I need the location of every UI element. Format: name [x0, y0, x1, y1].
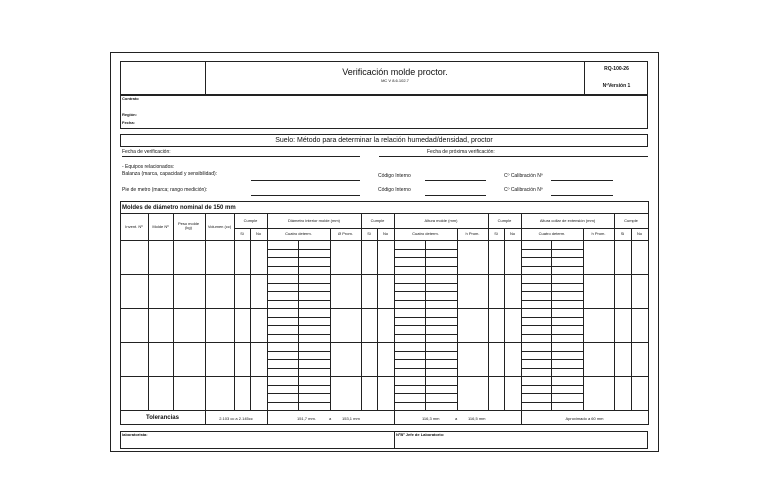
col-si-4: Si — [620, 231, 625, 236]
prom-divider — [457, 228, 458, 410]
table-body-end-line — [120, 410, 648, 411]
date-label: Fecha: — [122, 120, 135, 125]
determ-row-line — [267, 334, 330, 335]
col-si-3: Si — [494, 231, 498, 236]
determ-row-line — [394, 266, 457, 267]
col-cumple-3: Cumple — [497, 218, 512, 223]
determ-row-line — [521, 359, 583, 360]
scale-code-label: Código Interno — [378, 173, 411, 179]
subheader-line — [394, 228, 488, 229]
column-divider — [148, 213, 149, 410]
column-divider — [173, 213, 174, 410]
col-cumple-2: Cumple — [370, 218, 385, 223]
col-diametro-prom: Ø Prom. — [338, 231, 353, 236]
scale-label: Balanza (marca, capacidad y sensibilidad): — [122, 171, 218, 177]
column-divider — [234, 213, 235, 410]
col-altura: Altura molde (mm) — [424, 218, 458, 223]
table-border-bottom — [120, 424, 649, 425]
determ-row-line — [394, 317, 457, 318]
determ-row-line — [267, 351, 330, 352]
determ-row-line — [394, 325, 457, 326]
col-collar-cuatro: Cuatro determ. — [538, 231, 566, 236]
col-collar: Altura collar de extensión (mm) — [539, 218, 596, 223]
caliper-cert-label: Cº Calibración Nº — [504, 187, 543, 193]
determ-row-line — [394, 385, 457, 386]
tolerance-collar: Aproximado a 60 mm — [565, 416, 604, 421]
determ-row-line — [521, 257, 583, 258]
document-code: RQ-100-26 — [604, 66, 629, 72]
determ-row-line — [267, 283, 330, 284]
determ-row-line — [267, 368, 330, 369]
column-divider — [488, 213, 489, 410]
subheader-line — [521, 228, 614, 229]
equipment-header: - Equipos relacionados: — [122, 164, 175, 170]
scale-cert-label: Cº Calibración Nº — [504, 173, 543, 179]
determ-row-line — [521, 266, 583, 267]
verification-date-label: Fecha de verificación: — [122, 149, 171, 155]
column-divider — [205, 213, 206, 410]
determ-row-line — [521, 291, 583, 292]
tolerances-label: Tolerancias — [146, 415, 179, 421]
determ-row-line — [521, 334, 583, 335]
determ-row-line — [394, 257, 457, 258]
column-divider — [521, 213, 522, 410]
col-molde: Molde Nº — [152, 224, 169, 229]
determ-row-line — [267, 317, 330, 318]
column-divider — [361, 213, 362, 410]
table-border-right — [648, 201, 649, 424]
yesno-divider — [504, 228, 505, 410]
col-cumple-4: Cumple — [624, 218, 638, 223]
determ-row-line — [394, 393, 457, 394]
determ-row-line — [521, 368, 583, 369]
determ-row-line — [521, 385, 583, 386]
lab-chief-label: NºBº Jefe de Laboratorio: — [396, 432, 445, 437]
tolerance-height-max: 116,5 mm — [468, 416, 486, 421]
determ-row-line — [521, 351, 583, 352]
determ-row-line — [394, 334, 457, 335]
block-divider — [120, 274, 648, 275]
determ-row-line — [267, 393, 330, 394]
col-no-1: No — [255, 231, 262, 236]
determ-row-line — [521, 393, 583, 394]
prom-divider — [583, 228, 584, 410]
col-invent: Invent. Nº — [125, 224, 143, 229]
determ-row-line — [521, 249, 583, 250]
tolerance-diameter-max: 153,1 mm — [342, 416, 360, 421]
tolerance-diameter-a: a — [329, 416, 332, 421]
table-header-line — [120, 240, 648, 241]
table-border-left — [120, 201, 121, 424]
next-verification-label: Fecha de próxima verificación: — [427, 149, 495, 155]
col-no-2: No — [382, 231, 389, 236]
col-si-2: Si — [367, 231, 371, 236]
tolerance-height-min: 116,3 mm — [422, 416, 440, 421]
determ-row-line — [394, 249, 457, 250]
col-si-1: Si — [240, 231, 244, 236]
tolerance-height-a: a — [455, 416, 458, 421]
determ-row-line — [521, 325, 583, 326]
determ-row-line — [394, 283, 457, 284]
block-divider — [120, 376, 648, 377]
subheader-line — [267, 228, 361, 229]
tolerance-divider — [267, 410, 268, 424]
determ-row-line — [394, 359, 457, 360]
block-divider — [120, 308, 648, 309]
caliper-code-label: Código Interno — [378, 187, 411, 193]
determ-row-line — [267, 359, 330, 360]
determ-row-line — [521, 283, 583, 284]
tolerance-diameter-min: 151,7 mm. — [297, 416, 316, 421]
col-no-3: No — [509, 231, 516, 236]
col-altura-cuatro: Cuatro determ. — [412, 231, 439, 236]
determ-row-line — [394, 368, 457, 369]
col-diametro: Diámetro interior molde (mm) — [287, 218, 340, 223]
footer-box — [120, 431, 648, 449]
determ-row-line — [267, 266, 330, 267]
document-subtitle: MC V 8.6.102.7 — [381, 78, 409, 83]
caliper-label: Pie de metro (marca; rango medición): — [122, 187, 208, 193]
determ-row-line — [267, 291, 330, 292]
determ-row-line — [394, 351, 457, 352]
col-peso: Peso molde (kg) — [177, 221, 200, 231]
determ-row-line — [267, 249, 330, 250]
col-volumen: Volumen (cc) — [207, 224, 232, 229]
column-divider — [394, 213, 395, 410]
column-divider — [614, 213, 615, 410]
determ-row-line — [267, 300, 330, 301]
contract-label: Contrato — [122, 96, 139, 101]
tolerance-divider — [394, 410, 395, 424]
yesno-divider — [250, 228, 251, 410]
footer-divider — [394, 431, 395, 449]
determ-row-line — [394, 300, 457, 301]
determ-row-line — [267, 325, 330, 326]
determ-row-line — [394, 291, 457, 292]
table-title: Moldes de diámetro nominal de 150 mm — [122, 205, 236, 211]
col-no-4: No — [636, 231, 643, 236]
determ-row-line — [267, 402, 330, 403]
document-version: NºVersión 1 — [602, 83, 631, 89]
table-border-top — [120, 201, 648, 202]
column-divider — [267, 213, 268, 410]
region-label: Región: — [122, 112, 137, 117]
block-divider — [120, 342, 648, 343]
yesno-divider — [377, 228, 378, 410]
col-altura-prom: h Prom. — [465, 231, 480, 236]
laboratorian-label: laboratorista: — [122, 432, 148, 437]
determ-row-line — [521, 317, 583, 318]
yesno-divider — [631, 228, 632, 410]
determ-row-line — [394, 402, 457, 403]
table-title-line — [120, 213, 648, 214]
col-collar-prom: h Prom. — [591, 231, 606, 236]
section-title: Suelo: Método para determinar la relación humedad/densidad, proctor — [275, 137, 493, 144]
determ-row-line — [267, 385, 330, 386]
col-diametro-cuatro: Cuatro determ. — [285, 231, 312, 236]
determ-row-line — [267, 257, 330, 258]
determ-row-line — [521, 402, 583, 403]
prom-divider — [330, 228, 331, 410]
col-cumple-1: Cumple — [243, 218, 258, 223]
document-title: Verificación molde proctor. — [342, 67, 448, 77]
tolerance-volume: 2.103 cc a 2.145cc — [219, 416, 253, 421]
determ-row-line — [521, 300, 583, 301]
